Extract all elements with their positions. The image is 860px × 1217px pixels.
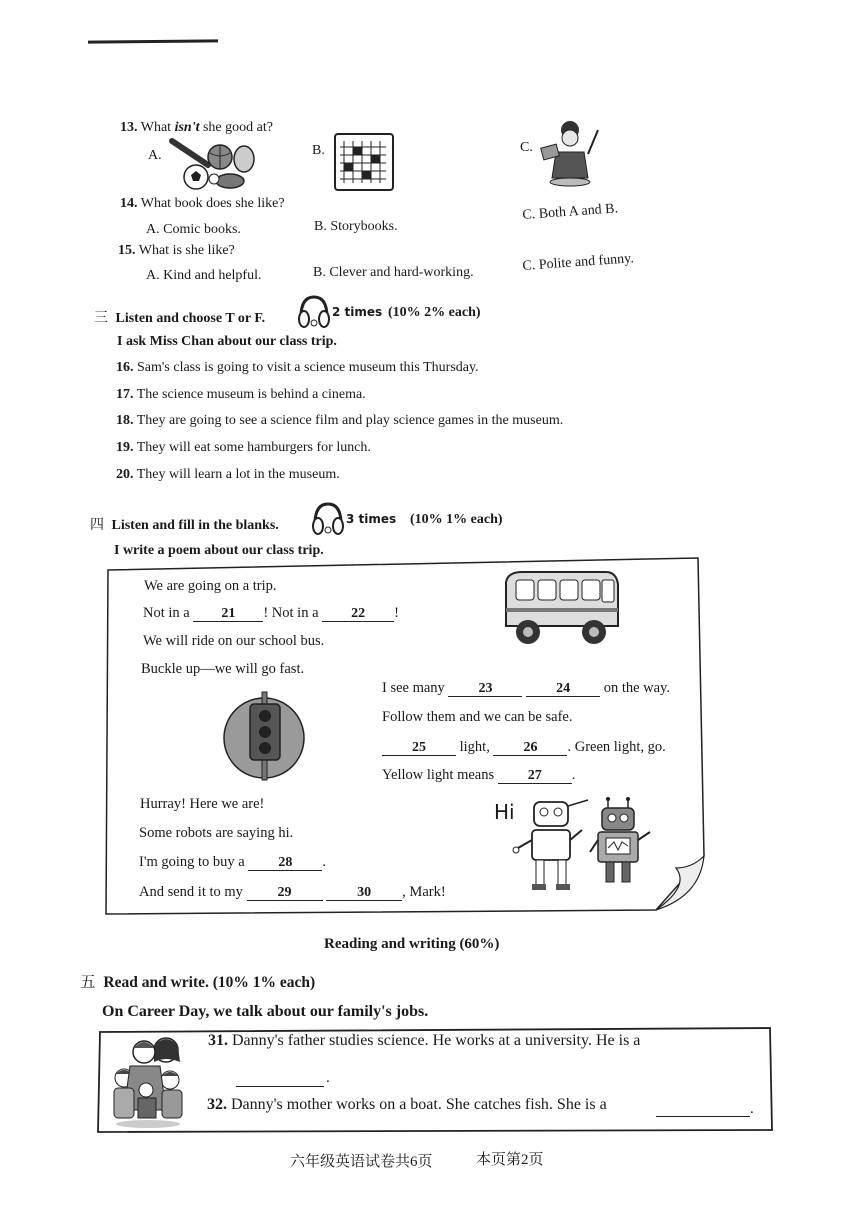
poem-line-2a: Not in a <box>143 605 194 621</box>
robot-hi-text: Hi <box>494 800 515 824</box>
reading-writing-title: Reading and writing (60%) <box>324 936 500 952</box>
poem-line-7a: light, <box>456 739 494 755</box>
scan-mark <box>88 39 218 43</box>
section-3-score: (10% 2% each) <box>388 305 481 320</box>
q14-question <box>120 196 285 212</box>
q14-option-a[interactable]: A. Comic books. <box>146 222 241 237</box>
section-4-score: (10% 1% each) <box>410 512 503 527</box>
q19-text: They will eat some hamburgers for lunch. <box>136 440 371 455</box>
q17 <box>116 387 366 403</box>
q15-option-b[interactable]: B. Clever and hard-working. <box>313 265 474 280</box>
blank-21[interactable]: 21 <box>193 607 263 622</box>
q13-emphasis: isn't <box>174 120 200 135</box>
section-5-title: Read and write. (10% 1% each) <box>103 974 316 991</box>
blank-25[interactable]: 25 <box>382 741 456 756</box>
q32 <box>207 1096 607 1114</box>
sports-balls-icon <box>168 135 260 193</box>
blank-27[interactable]: 27 <box>498 769 572 784</box>
q19 <box>116 440 371 456</box>
section-3-intro: I ask Miss Chan about our class trip. <box>117 334 337 349</box>
q14-text: What book does she like? <box>140 196 285 211</box>
q31-text: Danny's father studies science. He works at a university. He is a <box>232 1032 641 1049</box>
q31-number: 31. <box>208 1032 228 1049</box>
footer-current-page: 本页第2页 <box>476 1152 544 1168</box>
poem-line-2b: ! Not in a <box>263 605 323 621</box>
q18 <box>116 413 563 429</box>
q16 <box>116 360 479 376</box>
q19-number: 19. <box>116 440 134 455</box>
poem-line-5 <box>382 680 670 697</box>
q31-period: . <box>326 1070 330 1086</box>
q16-number: 16. <box>116 360 134 375</box>
poem-line-8a: Yellow light means <box>382 767 498 783</box>
q15-option-c[interactable]: C. Polite and funny. <box>522 251 635 274</box>
q32-number: 32. <box>207 1096 227 1113</box>
poem-line-11b: . <box>322 854 326 870</box>
robots-icon <box>508 796 658 894</box>
q15-question <box>118 243 235 259</box>
crossword-icon <box>334 133 394 191</box>
school-bus-icon <box>498 568 622 652</box>
cooking-girl-icon <box>538 118 604 190</box>
q17-number: 17. <box>116 387 134 402</box>
poem-line-6: Follow them and we can be safe. <box>382 709 573 725</box>
poem-line-12 <box>139 884 446 901</box>
blank-28[interactable]: 28 <box>248 856 322 871</box>
section-5-header <box>80 970 315 992</box>
q32-answer-blank[interactable] <box>656 1112 750 1117</box>
q17-text: The science museum is behind a cinema. <box>136 387 366 402</box>
blank-24[interactable]: 24 <box>526 682 600 697</box>
q15-number: 15. <box>118 243 136 258</box>
section-3-number: 三 <box>94 310 108 326</box>
poem-line-11a: I'm going to buy a <box>139 854 249 870</box>
poem-line-12b: , Mark! <box>402 884 446 900</box>
poem-line-9: Hurray! Here we are! <box>140 796 265 812</box>
poem-line-5b: on the way. <box>600 680 670 696</box>
section-4-number: 四 <box>90 517 104 533</box>
poem-line-11 <box>139 854 326 871</box>
q18-number: 18. <box>116 413 134 428</box>
poem-line-2c: ! <box>394 605 399 621</box>
section-3-title: Listen and choose T or F. <box>115 311 266 326</box>
section-5-intro: On Career Day, we talk about our family's jobs. <box>102 1003 429 1020</box>
section-3-header <box>94 307 265 327</box>
footer-total-pages: 六年级英语试卷共6页 <box>290 1154 433 1170</box>
poem-line-12a: And send it to my <box>139 884 247 900</box>
q32-period: . <box>750 1101 754 1117</box>
section-5-number: 五 <box>80 973 96 991</box>
q13-text-post: she good at? <box>199 120 273 135</box>
poem-line-7b: . Green light, go. <box>567 739 666 755</box>
blank-26[interactable]: 26 <box>493 741 567 756</box>
q13-option-a-label[interactable]: A. <box>148 148 162 163</box>
q16-text: Sam's class is going to visit a science museum this Thursday. <box>137 360 479 375</box>
blank-23[interactable]: 23 <box>448 682 522 697</box>
headphones-icon <box>310 500 346 538</box>
q14-option-b[interactable]: B. Storybooks. <box>314 219 398 234</box>
blank-29[interactable]: 29 <box>247 886 323 901</box>
poem-line-1: We are going on a trip. <box>144 578 277 594</box>
section-3-times: 2 times <box>332 305 383 319</box>
family-icon <box>110 1030 190 1130</box>
q31 <box>208 1032 640 1050</box>
poem-line-2 <box>143 605 399 622</box>
q15-option-a[interactable]: A. Kind and helpful. <box>146 268 262 283</box>
poem-line-10: Some robots are saying hi. <box>139 825 294 841</box>
q32-text: Danny's mother works on a boat. She catches fish. She is a <box>231 1096 607 1113</box>
poem-line-5a: I see many <box>382 680 449 696</box>
poem-line-4: Buckle up—we will go fast. <box>141 661 305 677</box>
q20 <box>116 467 340 483</box>
blank-30[interactable]: 30 <box>326 886 402 901</box>
section-4-header <box>90 514 279 534</box>
q13-number: 13. <box>120 120 138 135</box>
q13-option-c-label[interactable]: C. <box>520 140 533 155</box>
section-4-intro: I write a poem about our class trip. <box>114 543 324 558</box>
traffic-light-icon <box>222 690 308 782</box>
section-4-title: Listen and fill in the blanks. <box>111 518 279 533</box>
blank-22[interactable]: 22 <box>322 607 394 622</box>
q13-option-b-label[interactable]: B. <box>312 143 325 158</box>
q13-question <box>120 120 273 136</box>
q13-text-pre: What <box>140 120 175 135</box>
poem-line-7 <box>382 739 666 756</box>
section-4-times: 3 times <box>346 512 397 526</box>
q15-text: What is she like? <box>138 243 235 258</box>
poem-line-3: We will ride on our school bus. <box>143 633 325 649</box>
q14-number: 14. <box>120 196 138 211</box>
q20-text: They will learn a lot in the museum. <box>136 467 340 482</box>
q20-number: 20. <box>116 467 134 482</box>
poem-line-8b: . <box>571 767 576 783</box>
poem-line-8 <box>382 767 575 784</box>
q18-text: They are going to see a science film and play science games in the museum. <box>136 413 564 428</box>
q14-option-c[interactable]: C. Both A and B. <box>522 201 619 223</box>
q31-answer-blank[interactable] <box>236 1082 324 1087</box>
headphones-icon <box>296 293 332 331</box>
